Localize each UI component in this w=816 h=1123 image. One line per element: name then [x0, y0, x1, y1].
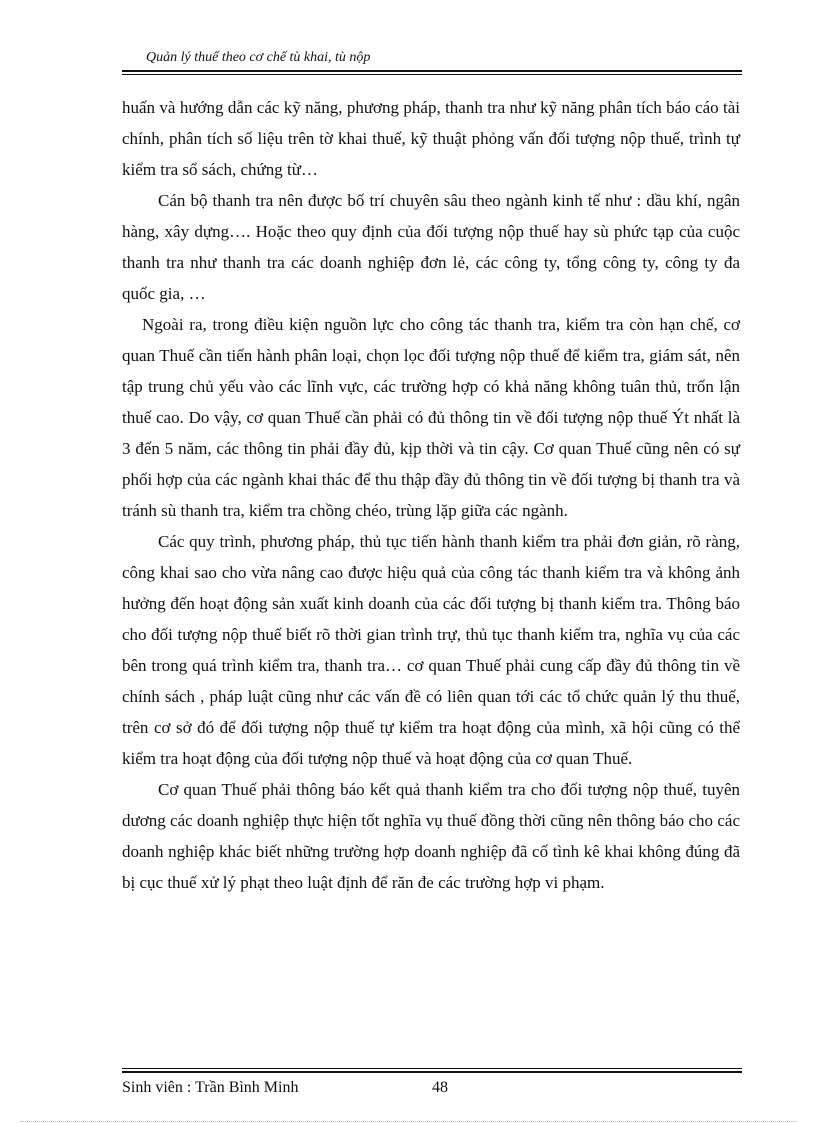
paragraph-4: Các quy trình, phương pháp, thủ tục tiến hành thanh kiểm tra phải đơn giản, rõ ràng, công khai sao cho vừa nâng cao được hiệu quả của công tác thanh kiểm tra và không ảnh hưởng đến hoạt động sản xuất kinh doanh của các đối tượng bị thanh kiểm tra. Thông báo cho đối tượng nộp thuế biết rõ thời gian trình trự, thủ tục thanh kiểm tra, nghĩa vụ của các bên trong quá trình kiểm tra, thanh tra… cơ quan Thuế phải cung cấp đầy đủ thông tin về chính sách , pháp luật cũng như các vấn đề có liên quan tới các tổ chức quản lý thu thuế, trên cơ sở đó để đối tượng nộp thuế tự kiểm tra hoạt động của mình, xã hội cũng có thể kiểm tra hoạt động của đối tượng nộp thuế và hoạt động của cơ quan Thuế. — [122, 532, 740, 768]
paragraph-2: Cán bộ thanh tra nên được bố trí chuyên sâu theo ngành kinh tế như : dầu khí, ngân hàng, xây dựng…. Hoặc theo quy định của đối tượng nộp thuế hay sù phức tạp của cuộc thanh tra như thanh tra các doanh nghiệp đơn lẻ, các công ty, tổng công ty, công ty đa quốc gia, … — [122, 191, 740, 303]
page-header — [122, 48, 742, 75]
footer-line — [122, 1077, 742, 1099]
document-body — [122, 92, 740, 898]
header-title: Quản lý thuế theo cơ chế tù khai, tù nộp — [146, 50, 371, 65]
footer-student-name: Sinh viên : Trần Bình Minh — [122, 1079, 299, 1096]
footer-page-number: 48 — [432, 1079, 448, 1096]
paragraph-1: huấn và hướng dẫn các kỹ năng, phương pháp, thanh tra như kỹ năng phân tích báo cáo tài chính, phân tích số liệu trên tờ khai thuế, kỹ thuật phỏng vấn đối tượng nộp thuế, trình tự kiểm tra sổ sách, chứng từ… — [122, 98, 740, 179]
paragraph-3: Ngoài ra, trong điều kiện nguồn lực cho công tác thanh tra, kiểm tra còn hạn chế, cơ quan Thuế cần tiến hành phân loại, chọn lọc đối tượng nộp thuế để kiểm tra, giám sát, nên tập trung chủ yếu vào các lĩnh vực, các trường hợp có khả năng không tuân thủ, trốn lận thuế cao. Do vậy, cơ quan Thuế cần phải có đủ thông tin về đối tượng nộp thuế Ýt nhất là 3 đến 5 năm, các thông tin phải đầy đủ, kịp thời và tin cậy. Cơ quan Thuế cũng nên có sự phối hợp của các ngành khai thác để thu thập đầy đủ thông tin về đối tượng bị thanh tra và tránh sù thanh tra, kiểm tra chồng chéo, trùng lặp giữa các ngành. — [122, 315, 740, 520]
footer-rule-thick — [122, 1071, 742, 1073]
page-footer — [122, 1066, 742, 1099]
footer-rule-thin — [122, 1068, 742, 1069]
header-rule-thick — [122, 70, 742, 72]
header-rule-thin — [122, 74, 742, 75]
paragraph-5: Cơ quan Thuế phải thông báo kết quả thanh kiểm tra cho đối tượng nộp thuế, tuyên dương các doanh nghiệp thực hiện tốt nghĩa vụ thuế đồng thời cũng nên thông báo cho các doanh nghiệp khác biết những trường hợp doanh nghiệp đã cố tình kê khai không đúng đã bị cục thuế xử lý phạt theo luật định để răn đe các trường hợp vi phạm. — [122, 780, 740, 892]
page-bottom-dotted-line — [20, 1121, 796, 1122]
